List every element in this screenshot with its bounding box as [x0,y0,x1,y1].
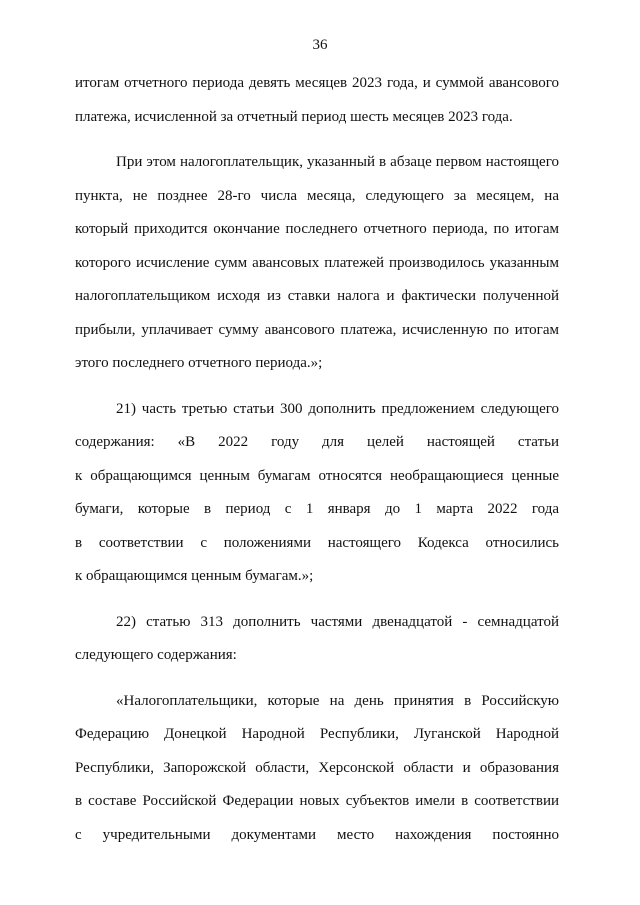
text-line: прибыли, уплачивает сумму авансового платежа, исчисленную по итогам [75,321,559,338]
text-line: в соответствии с положениями настоящего Кодекса относились [75,534,559,551]
paragraph-continuation [75,67,559,134]
text-line: которого исчисление сумм авансовых платежей производилось указанным [75,254,559,271]
text-line: налогоплательщиком исходя из ставки налога и фактически полученной [75,288,559,304]
text-line: «Налогоплательщики, которые на день принятия в Российскую [116,692,559,709]
text-line: в составе Российской Федерации новых субъектов имели в соответствии [75,793,559,809]
text-line: При этом налогоплательщик, указанный в абзаце первом настоящего [116,154,559,170]
text-line: 21) часть третью статьи 300 дополнить предложением следующего [116,400,559,417]
text-line: следующего содержания: [75,647,237,663]
text-line: Федерацию Донецкой Народной Республики, Луганской Народной [75,726,559,742]
paragraph-quoted-taxpayers [75,685,559,853]
text-line: бумаги, которые в период с 1 января до 1 марта 2022 года [75,501,559,517]
text-line: который приходится окончание последнего отчетного периода, по итогам [75,221,559,237]
text-line: с учредительными документами место нахождения постоянно [75,826,559,843]
text-line: 22) статью 313 дополнить частями двенадцатой - семнадцатой [116,613,559,630]
paragraph-taxpayer-obligation [75,146,559,381]
text-line: этого последнего отчетного периода.»; [75,355,323,371]
page-number: 36 [312,37,328,53]
text-line: пункта, не позднее 28-го числа месяца, следующего за месяцем, на [75,187,559,204]
paragraph-item-21 [75,393,559,594]
text-line: к обращающимся ценным бумагам.»; [75,568,314,584]
text-line: Республики, Запорожской области, Херсонской области и образования [75,759,559,776]
paragraph-item-22 [75,606,559,673]
document-body [75,67,559,852]
text-line: итогам отчетного периода девять месяцев 2023 года, и суммой авансового [75,75,559,91]
text-line: платежа, исчисленной за отчетный период шесть месяцев 2023 года. [75,108,513,125]
text-line: содержания: «В 2022 году для целей настоящей статьи [75,434,559,450]
text-line: к обращающимся ценным бумагам относятся необращающиеся ценные [75,467,559,484]
